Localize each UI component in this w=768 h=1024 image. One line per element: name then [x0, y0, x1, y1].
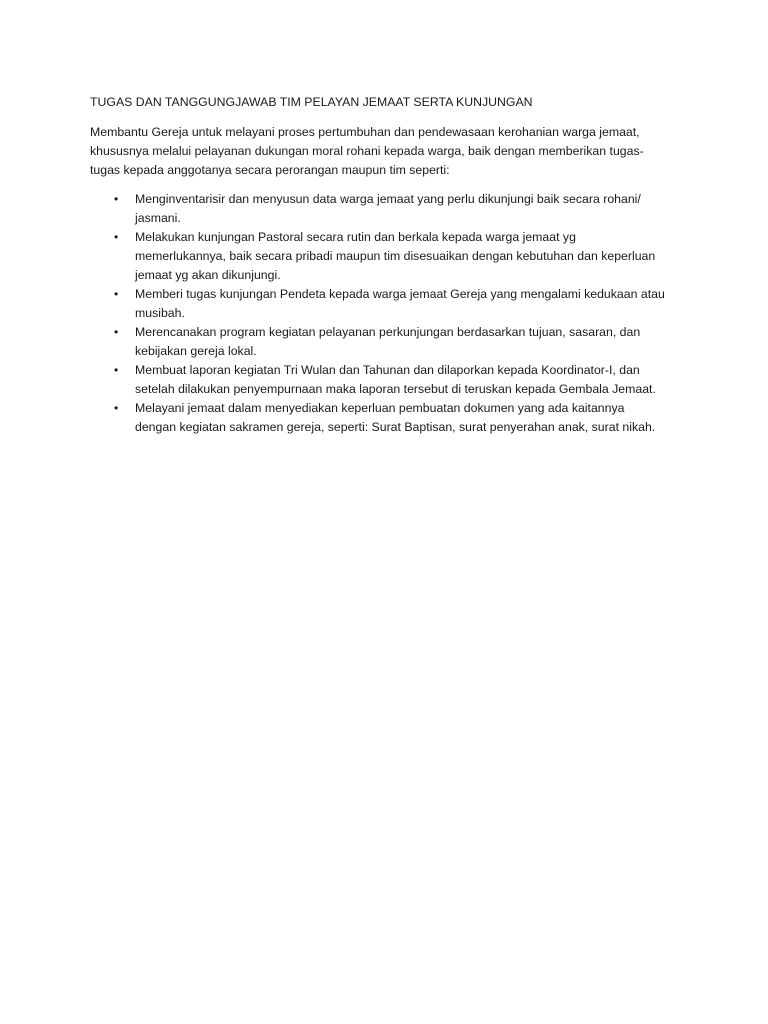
list-item	[90, 228, 690, 285]
list-item	[90, 190, 690, 228]
list-item	[90, 285, 690, 323]
list-item-line: Melayani jemaat dalam menyediakan keperluan pembuatan dokumen yang ada kaitannya	[135, 401, 625, 415]
list-item-line: Merencanakan program kegiatan pelayanan perkunjungan berdasarkan tujuan, sasaran, dan	[135, 325, 641, 339]
intro-line: tugas kepada anggotanya secara perorangan maupun tim seperti:	[90, 163, 450, 177]
list-item	[90, 323, 690, 361]
task-list	[90, 190, 690, 437]
list-item-line: setelah dilakukan penyempurnaan maka laporan tersebut di teruskan kepada Gembala Jemaat.	[135, 382, 656, 396]
list-item-line: Melakukan kunjungan Pastoral secara rutin dan berkala kepada warga jemaat yg	[135, 230, 576, 244]
list-item-line: dengan kegiatan sakramen gereja, seperti: Surat Baptisan, surat penyerahan anak, surat nikah.	[135, 420, 656, 434]
bullet-icon: •	[114, 287, 119, 301]
bullet-icon: •	[114, 325, 119, 339]
document-page	[90, 93, 690, 437]
list-item	[90, 399, 690, 437]
document-title: TUGAS DAN TANGGUNGJAWAB TIM PELAYAN JEMAAT SERTA KUNJUNGAN	[90, 95, 533, 109]
list-item-line: musibah.	[135, 306, 185, 320]
list-item-line: Menginventarisir dan menyusun data warga jemaat yang perlu dikunjungi baik secara rohani/	[135, 192, 641, 206]
bullet-icon: •	[114, 192, 119, 206]
list-item-line: jasmani.	[135, 211, 181, 225]
list-item-line: Memberi tugas kunjungan Pendeta kepada warga jemaat Gereja yang mengalami kedukaan atau	[135, 287, 665, 301]
list-item-line: Membuat laporan kegiatan Tri Wulan dan Tahunan dan dilaporkan kepada Koordinator-I, dan	[135, 363, 640, 377]
list-item-line: jemaat yg akan dikunjungi.	[135, 268, 281, 282]
list-item-line: kebijakan gereja lokal.	[135, 344, 257, 358]
intro-paragraph	[90, 123, 690, 180]
list-item-line: memerlukannya, baik secara pribadi maupun tim disesuaikan dengan kebutuhan dan keperluan	[135, 249, 656, 263]
intro-line: Membantu Gereja untuk melayani proses pertumbuhan dan pendewasaan kerohanian warga jemaat,	[90, 125, 640, 139]
list-item	[90, 361, 690, 399]
bullet-icon: •	[114, 363, 119, 377]
intro-line: khususnya melalui pelayanan dukungan moral rohani kepada warga, baik dengan memberikan tugas-	[90, 144, 644, 158]
bullet-icon: •	[114, 401, 119, 415]
bullet-icon: •	[114, 230, 119, 244]
